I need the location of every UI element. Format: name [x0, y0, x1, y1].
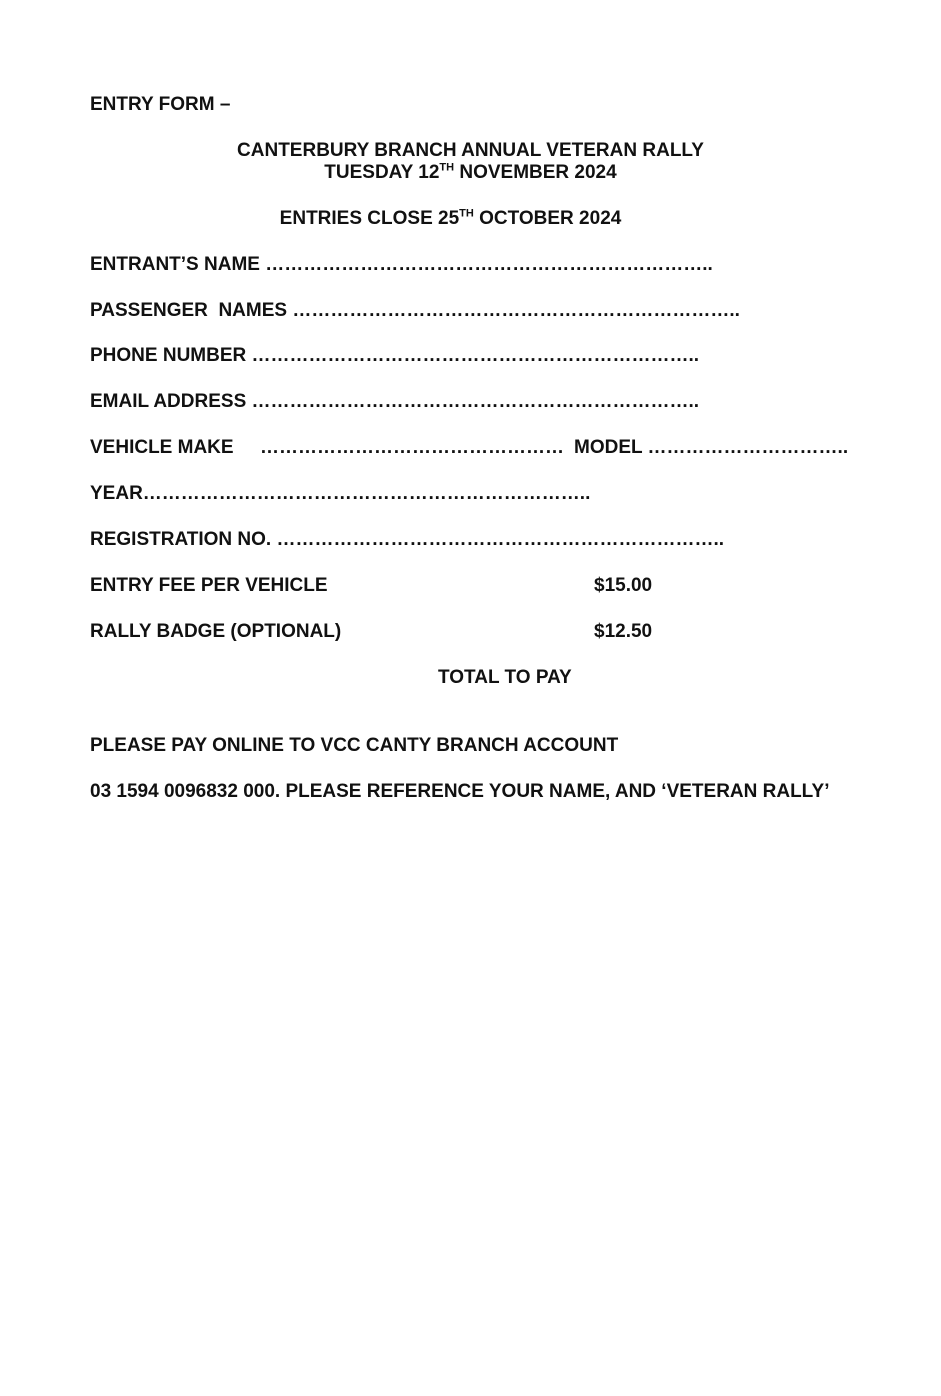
email-address-label: EMAIL ADDRESS — [90, 391, 247, 412]
event-date — [0, 162, 941, 184]
year-label: YEAR — [90, 483, 143, 504]
registration-label: REGISTRATION NO. — [90, 529, 272, 550]
vehicle-model-blank[interactable]: ………………………….. — [647, 437, 849, 458]
phone-number-label: PHONE NUMBER — [90, 345, 247, 366]
payment-account-reference: 03 1594 0096832 000. PLEASE REFERENCE YOUR NAME, AND ‘VETERAN RALLY’ — [90, 781, 830, 802]
year-field — [90, 483, 590, 505]
event-date-superscript: TH — [439, 161, 455, 174]
passenger-names-field — [90, 300, 740, 322]
form-title: ENTRY FORM – — [90, 94, 231, 115]
total-to-pay-label: TOTAL TO PAY — [438, 667, 572, 688]
vehicle-model-field — [574, 437, 848, 459]
rally-badge-label: RALLY BADGE (OPTIONAL) — [90, 621, 342, 642]
email-address-field — [90, 391, 699, 413]
entries-close-superscript: TH — [459, 207, 474, 220]
email-address-blank[interactable]: …………………………………………………………….. — [251, 391, 700, 412]
event-date-suffix: NOVEMBER 2024 — [454, 162, 617, 183]
entry-fee-amount: $15.00 — [594, 575, 653, 596]
rally-badge-amount: $12.50 — [594, 621, 653, 642]
entrant-name-blank[interactable]: …………………………………………………………….. — [265, 254, 713, 275]
registration-blank[interactable]: …………………………………………………………….. — [276, 529, 725, 550]
entries-close — [0, 208, 921, 230]
entrant-name-label: ENTRANT’S NAME — [90, 254, 260, 275]
vehicle-model-label: MODEL — [574, 437, 643, 458]
entries-close-suffix: OCTOBER 2024 — [473, 208, 622, 229]
vehicle-make-label: VEHICLE MAKE — [90, 437, 234, 458]
passenger-names-blank[interactable]: …………………………………………………………….. — [292, 300, 740, 321]
vehicle-make-blank[interactable]: ………………………………………… — [260, 437, 564, 458]
passenger-names-label: PASSENGER NAMES — [90, 300, 288, 321]
phone-number-blank[interactable]: …………………………………………………………….. — [251, 345, 700, 366]
phone-number-field — [90, 345, 699, 367]
registration-field — [90, 529, 724, 551]
event-date-prefix: TUESDAY 12 — [324, 162, 440, 183]
entries-close-prefix: ENTRIES CLOSE 25 — [279, 208, 460, 229]
year-blank[interactable]: …………………………………………………………….. — [142, 483, 591, 504]
entrant-name-field — [90, 254, 713, 276]
payment-instruction: PLEASE PAY ONLINE TO VCC CANTY BRANCH ACCOUNT — [90, 735, 619, 756]
event-title: CANTERBURY BRANCH ANNUAL VETERAN RALLY — [237, 140, 704, 161]
entry-fee-label: ENTRY FEE PER VEHICLE — [90, 575, 328, 596]
